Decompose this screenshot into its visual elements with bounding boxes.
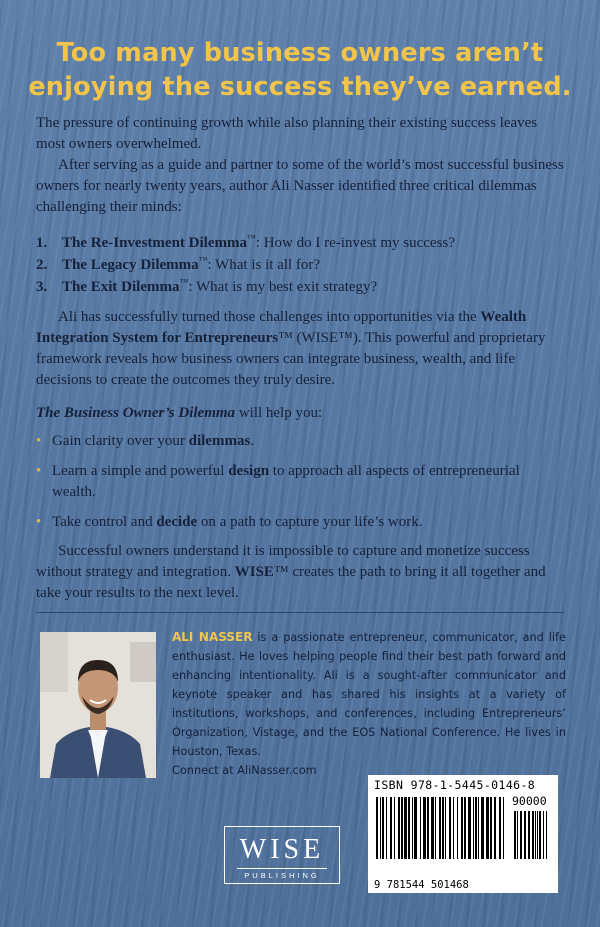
barcode-bar bbox=[401, 797, 403, 859]
barcode-bar bbox=[435, 797, 436, 859]
dilemma-title: The Exit Dilemma bbox=[62, 279, 180, 295]
bullet-text: Gain clarity over your bbox=[52, 433, 189, 449]
dilemma-list bbox=[36, 227, 576, 293]
logo-wordmark: WISE bbox=[239, 834, 325, 865]
addon-bar bbox=[537, 811, 538, 859]
author-website[interactable]: Connect at AliNasser.com bbox=[172, 764, 317, 777]
addon-bar bbox=[520, 811, 522, 859]
barcode-bar bbox=[457, 797, 458, 859]
bullet-text-end: on a path to capture your life’s work. bbox=[197, 514, 423, 530]
author-bio bbox=[172, 628, 566, 780]
addon-bar bbox=[514, 811, 516, 859]
trademark: ™ bbox=[198, 255, 208, 265]
barcode-bar bbox=[486, 797, 489, 859]
barcode-bar bbox=[481, 797, 484, 859]
logo-divider bbox=[237, 868, 327, 869]
barcode-bar bbox=[503, 797, 504, 859]
author-photo bbox=[40, 632, 156, 778]
price-code: 90000 bbox=[508, 794, 551, 808]
dilemma-question: : What is it all for? bbox=[207, 257, 321, 273]
headline-line-1: Too many business owners aren’t bbox=[56, 38, 544, 68]
barcode-bar bbox=[408, 797, 410, 859]
barcode-bar bbox=[475, 797, 477, 859]
trademark: ™ bbox=[179, 277, 189, 287]
barcode-bar bbox=[394, 797, 395, 859]
addon-bar bbox=[546, 811, 547, 859]
addon-bar bbox=[517, 811, 518, 859]
author-portrait-image bbox=[40, 632, 156, 778]
dilemma-item bbox=[36, 271, 576, 293]
barcode-bar bbox=[464, 797, 466, 859]
wise-paragraph bbox=[36, 307, 564, 391]
intro-paragraph-1: The pressure of continuing growth while also planning their existing success leaves most owners overwhelmed. bbox=[36, 115, 538, 152]
barcode-bar bbox=[412, 797, 413, 859]
list-item bbox=[36, 431, 556, 452]
barcode-bar bbox=[376, 797, 378, 859]
barcode-bar bbox=[468, 797, 471, 859]
barcode-bar bbox=[390, 797, 392, 859]
isbn-text: ISBN 978-1-5445-0146-8 bbox=[374, 778, 536, 792]
barcode-bar bbox=[398, 797, 400, 859]
book-title: The Business Owner’s Dilemma bbox=[36, 405, 236, 421]
addon-bar bbox=[543, 811, 544, 859]
addon-bar bbox=[535, 811, 536, 859]
bullet-text: Learn a simple and powerful bbox=[52, 463, 229, 479]
addon-bar bbox=[524, 811, 526, 859]
barcode-bar bbox=[414, 797, 417, 859]
barcode-bar bbox=[461, 797, 463, 859]
barcode-bar bbox=[449, 797, 451, 859]
dilemma-question: : What is my best exit strategy? bbox=[188, 279, 378, 295]
barcode-bar bbox=[473, 797, 474, 859]
closing-paragraph bbox=[36, 541, 564, 604]
dilemma-title: The Legacy Dilemma bbox=[62, 257, 199, 273]
addon-bar bbox=[539, 811, 541, 859]
barcode-bar bbox=[431, 797, 434, 859]
dilemma-number: 1. bbox=[36, 235, 48, 251]
barcode-bar bbox=[439, 797, 441, 859]
barcode-bar bbox=[499, 797, 501, 859]
barcode-bars bbox=[374, 797, 550, 873]
closing-text-end: ™ creates the path to bring it all together and take your results to the next level. bbox=[36, 564, 546, 601]
dilemma-title: The Re-Investment Dilemma bbox=[62, 235, 247, 251]
closing-text: Successful owners understand it is impossible to capture and monetize success without strategy and integration. bbox=[36, 543, 530, 580]
barcode-bar bbox=[404, 797, 407, 859]
dilemma-item bbox=[36, 249, 576, 271]
list-item bbox=[36, 461, 556, 503]
barcode-bar bbox=[490, 797, 492, 859]
barcode-bar bbox=[478, 797, 479, 859]
intro-paragraph-2: After serving as a guide and partner to some of the world’s most successful business owners for nearly twenty years, author Ali Nasser identified three critical dilemmas challenging their minds: bbox=[36, 157, 564, 215]
barcode-bar bbox=[420, 797, 421, 859]
help-heading bbox=[36, 403, 564, 424]
barcode-bar bbox=[494, 797, 496, 859]
bullet-text-end: . bbox=[250, 433, 255, 449]
benefit-list bbox=[36, 431, 556, 542]
publisher-logo bbox=[224, 826, 340, 884]
author-name: ALI NASSER bbox=[172, 630, 253, 644]
barcode-bar bbox=[442, 797, 444, 859]
barcode-bar bbox=[382, 797, 384, 859]
headline-line-2: enjoying the success they’ve earned. bbox=[28, 72, 572, 102]
help-text: will help you: bbox=[235, 405, 323, 421]
addon-bar bbox=[528, 811, 530, 859]
wise-text-after: ™ (WISE™). This powerful and proprietary framework reveals how business owners can integrate business, wealth, and life decisions to create the outcomes they truly desire. bbox=[36, 330, 546, 388]
wise-text-before: Ali has successfully turned those challenges into opportunities via the bbox=[58, 309, 481, 325]
barcode-bar bbox=[423, 797, 426, 859]
barcode-bar bbox=[380, 797, 381, 859]
author-bio-text: is a passionate entrepreneur, communicator, and life enthusiast. He loves helping people find their best path forward and enhancing intentionality. Ali is a sought-after communicator and keynote speaker and has shared his insights at a variety of institutions, workshops, and conferences, including Entrepreneurs’ Organization, Vistage, and the EOS National Conference. He lives in Houston, Texas. bbox=[172, 631, 566, 758]
isbn-barcode bbox=[368, 775, 558, 893]
bullet-keyword: design bbox=[228, 463, 270, 479]
bullet-text-end: to approach all aspects of entrepreneurial wealth. bbox=[52, 463, 520, 500]
barcode-bar bbox=[386, 797, 387, 859]
barcode-bar bbox=[445, 797, 446, 859]
wise-name: WISE bbox=[234, 564, 274, 580]
barcode-digits: 9 781544 501468 bbox=[374, 879, 469, 891]
wise-system-name: Wealth Integration System for Entrepreneurs bbox=[36, 309, 527, 346]
addon-bar bbox=[532, 811, 534, 859]
bullet-keyword: decide bbox=[156, 514, 198, 530]
dilemma-question: : How do I re-invest my success? bbox=[255, 235, 455, 251]
trademark: ™ bbox=[246, 233, 256, 243]
barcode-bar bbox=[453, 797, 454, 859]
logo-subtitle: PUBLISHING bbox=[244, 871, 320, 880]
list-item bbox=[36, 512, 556, 533]
dilemma-number: 3. bbox=[36, 279, 48, 295]
bullet-keyword: dilemmas bbox=[188, 433, 251, 449]
divider bbox=[36, 612, 564, 613]
dilemma-number: 2. bbox=[36, 257, 48, 273]
headline bbox=[20, 36, 580, 104]
barcode-bar bbox=[427, 797, 429, 859]
bullet-text: Take control and bbox=[52, 514, 157, 530]
dilemma-item bbox=[36, 227, 576, 249]
